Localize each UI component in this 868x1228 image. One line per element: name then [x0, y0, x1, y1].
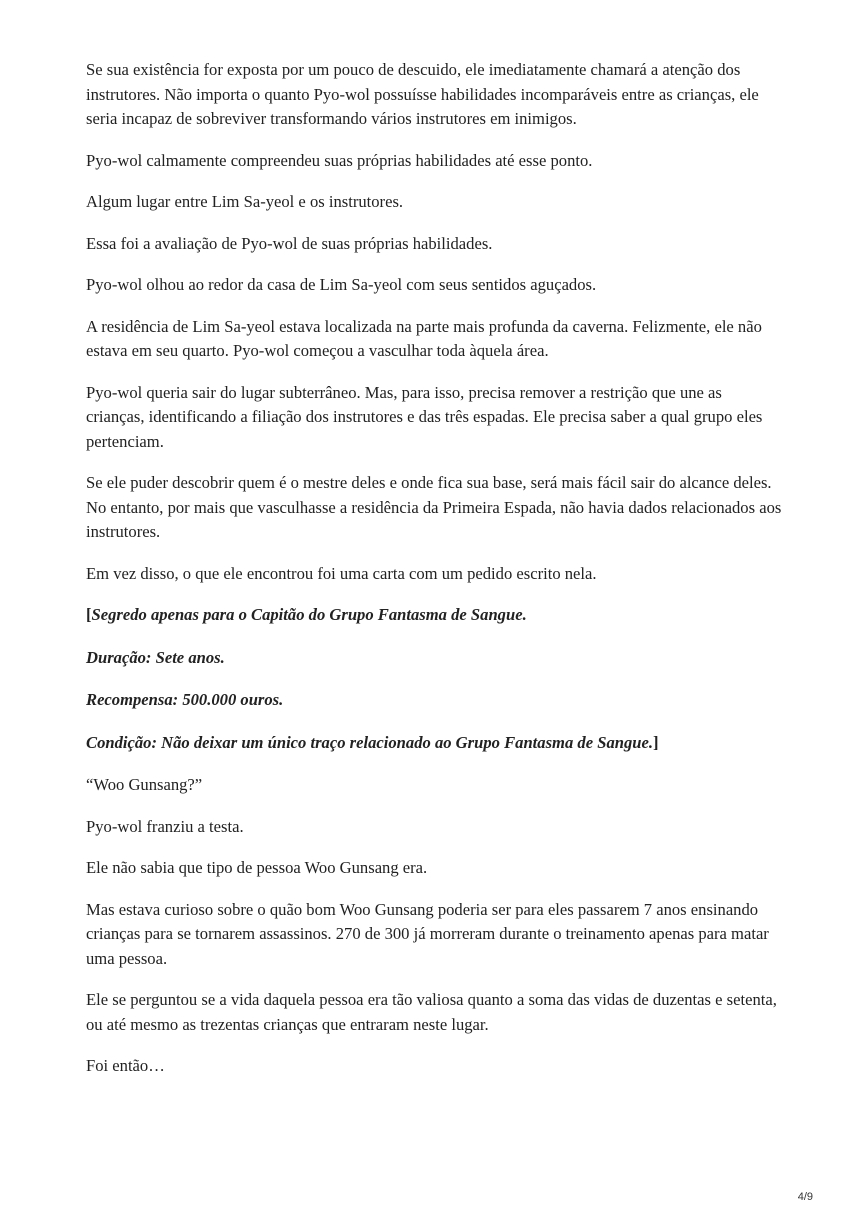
letter-duration: Duração: Sete anos. — [86, 647, 225, 667]
document-page — [86, 58, 782, 1096]
paragraph: Pyo-wol olhou ao redor da casa de Lim Sa-yeol com seus sentidos aguçados. — [86, 275, 597, 294]
letter-secret-line — [86, 603, 782, 628]
letter-close-bracket: ] — [653, 732, 659, 752]
paragraph: A residência de Lim Sa-yeol estava localizada na parte mais profunda da caverna. Felizmente, ele não estava em seu quarto. Pyo-wol começou a vasculhar toda àquela área. — [86, 316, 762, 360]
paragraph: Pyo-wol franziu a testa. — [86, 816, 244, 836]
paragraph: Pyo-wol queria sair do lugar subterrâneo. Mas, para isso, precisa remover a restrição que une as crianças, identificando a filiação dos instrutores e das três espadas. Ele precisa saber a qual grupo eles pertenciam. — [86, 382, 763, 451]
letter-condition-line — [86, 731, 782, 756]
paragraph: Em vez disso, o que ele encontrou foi uma carta com um pedido escrito nela. — [86, 563, 597, 583]
paragraph: Se ele puder descobrir quem é o mestre deles e onde fica sua base, será mais fácil sair do alcance deles. No entanto, por mais que vasculhasse a residência da Primeira Espada, não havia dados relacionados aos instrutores. — [86, 473, 782, 541]
paragraph: Se sua existência for exposta por um pouco de descuido, ele imediatamente chamará a atenção dos instrutores. Não importa o quanto Pyo-wol possuísse habilidades incomparáveis entre as crianças, ele seria incapaz de sobreviver transformando vários instrutores em inimigos. — [86, 60, 759, 128]
paragraph: “Woo Gunsang?” — [86, 775, 203, 794]
paragraph: Foi então… — [86, 1056, 165, 1075]
paragraph: Essa foi a avaliação de Pyo-wol de suas próprias habilidades. — [86, 233, 493, 253]
paragraph: Ele se perguntou se a vida daquela pessoa era tão valiosa quanto a soma das vidas de duzentas e setenta, ou até mesmo as trezentas crianças que entraram neste lugar. — [86, 990, 777, 1034]
letter-secret-text: Segredo apenas para o Capitão do Grupo Fantasma de Sangue. — [91, 605, 527, 624]
letter-open-bracket: [ — [86, 605, 92, 624]
paragraph: Algum lugar entre Lim Sa-yeol e os instrutores. — [86, 192, 404, 211]
letter-condition-text: Condição: Não deixar um único traço relacionado ao Grupo Fantasma de Sangue. — [86, 732, 654, 752]
paragraph: Ele não sabia que tipo de pessoa Woo Gunsang era. — [86, 858, 428, 877]
page-number: 4/9 — [797, 1191, 813, 1203]
paragraph: Pyo-wol calmamente compreendeu suas próprias habilidades até esse ponto. — [86, 150, 593, 170]
letter-reward: Recompensa: 500.000 ouros. — [86, 690, 284, 709]
paragraph: Mas estava curioso sobre o quão bom Woo Gunsang poderia ser para eles passarem 7 anos ensinando crianças para se tornarem assassinos. 270 de 300 já morreram durante o treinamento apenas para matar uma pessoa. — [86, 899, 769, 968]
